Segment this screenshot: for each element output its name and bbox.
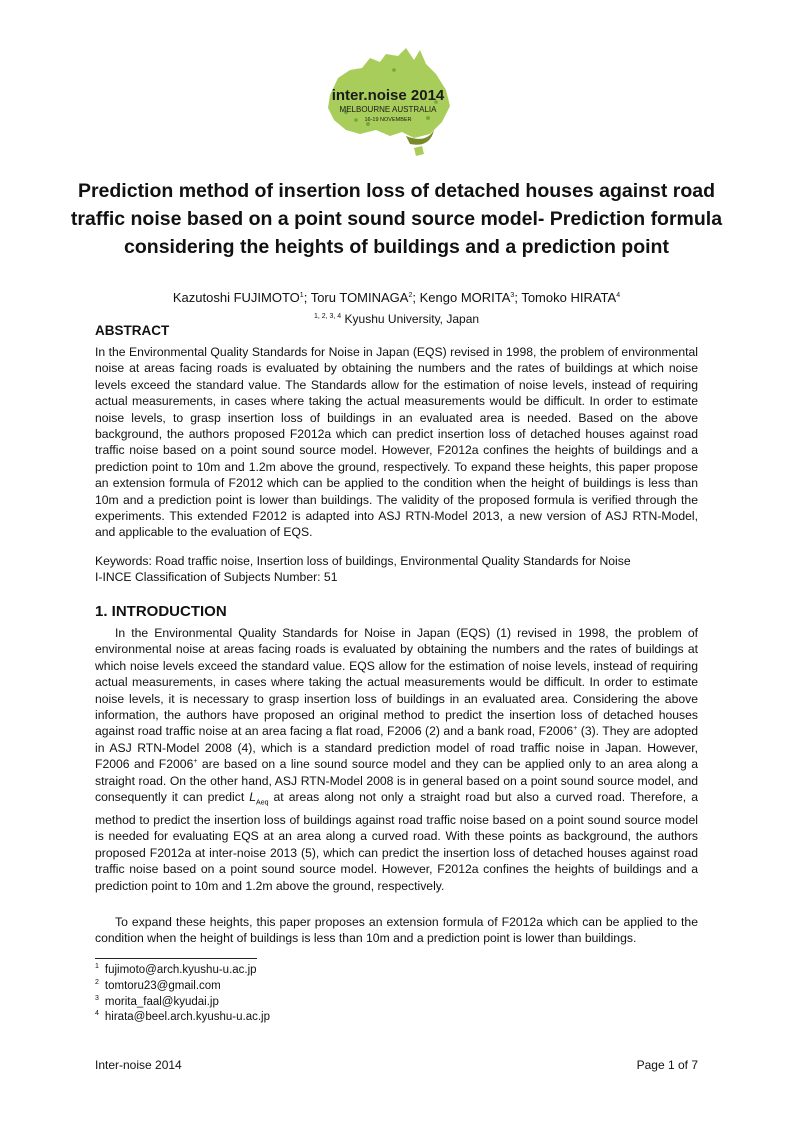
math-symbol-L: L [249,790,257,805]
intro-paragraph-2: To expand these heights, this paper proposes an extension formula of F2012a which can be applied to the condition when the height of buildings is less than 10m and a prediction point is lower than buildings. [95,915,698,946]
abstract-text: In the Environmental Quality Standards for Noise in Japan (EQS) revised in 1998, the problem of environmental noise at areas facing roads is evaluated by obtaining the numbers and the rates of buildings at which noise levels exceed the standard value. The Standards allow for the estimation of noise levels, instead of requiring actual measurements, in cases where taking the actual measurements would be difficult. In order to estimate noise levels, to grasp insertion loss of buildings in an evaluated area is needed. Based on the above background, the authors proposed F2012a which can predict insertion loss of detached houses against road traffic noise based on a point sound source model. However, F2012a confines the heights of buildings and a prediction point to 10m and 1.2m above the ground, respectively. To expand these heights, this paper propose an extension formula of F2012 which can be applied to the condition when the height of buildings is less than 10m and a prediction point is lower than buildings. The validity of the proposed formula is verified through the experiments. This extended F2012 is adapted into ASJ RTN-Model 2013, a new version of ASJ RTN-Model, and applicable to the evaluation of EQS. [95,345,698,540]
affiliation-text: Kyushu University, Japan [341,312,480,326]
footnote-number: 2 [95,978,99,986]
section-heading-introduction: 1. INTRODUCTION [95,603,227,620]
author-sup: 4 [616,292,621,299]
footnote-item [95,963,270,979]
intro-text: In the Environmental Quality Standards for Noise in Japan (EQS) (1) revised in 1998, the problem of environmental noise at areas facing roads is evaluated by obtaining the numbers and the rates of buildings at which noise levels exceed the standard value. EQS allow for the estimation of noise levels, instead of requiring actual measurements, in cases where taking the actual measurements would be difficult. In order to estimate noise levels, it is necessary to grasp insertion loss of buildings in an evaluated area. Considering the above information, the authors have proposed an original method to predict the insertion loss of detached houses against road traffic noise at an area facing a flat road, F2006 (2) and a bank road, F2006 [95,626,698,739]
footnote-email: tomtoru23@gmail.com [104,979,221,992]
footnote-number: 4 [95,1010,99,1018]
author-name: Tomoko HIRATA [521,290,617,305]
conference-logo [310,40,460,165]
plus-sup: + [193,758,198,766]
intro-paragraph-1 [95,625,698,894]
footnote-number: 3 [95,994,99,1002]
footnote-item [95,979,270,995]
keywords-line: Keywords: Road traffic noise, Insertion loss of buildings, Environmental Quality Standards for Noise [95,554,631,568]
classification-line: I-INCE Classification of Subjects Number: 51 [95,570,338,585]
author-sup: 2 [408,292,413,299]
footnote-item [95,995,270,1011]
footnote-divider [95,958,257,959]
dot-decoration [354,118,358,122]
footnotes [95,963,270,1026]
author-sep: ; [514,290,522,305]
author-sup: 1 [299,292,304,299]
logo-dates: 16-19 NOVEMBER [364,117,412,123]
author-name: Kengo MORITA [419,290,511,305]
intro-text: at areas along not only a straight road but also a curved road. Therefore, a method to predict the insertion loss of buildings against road traffic noise based on a point sound source model is needed for evaluating EQS at an area along a curved road. With these points as background, the authors proposed F2012a at inter-noise 2013 (5), which can predict the insertion loss of detached houses against road traffic noise based on a point sound source model. However, F2012a confines the heights of buildings and a prediction point to 10m and 1.2m above the ground, respectively. [95,790,698,893]
author-name: Toru TOMINAGA [310,290,409,305]
abstract-heading: ABSTRACT [95,323,170,338]
logo-location: MELBOURNE AUSTRALIA [339,105,437,114]
footnote-number: 1 [95,963,99,970]
tasmania-shape [414,146,424,156]
keywords-block [95,553,698,586]
logo-name: inter.noise 2014 [331,87,445,104]
author-sep: ; [303,290,311,305]
intro-text: (3). They are adopted in ASJ RTN-Model 2008 (4), which is a standard prediction model of road traffic noise in Japan. However, F2006 and F2006 [95,724,699,772]
author-sup: 3 [510,292,515,299]
footnote-email: fujimoto@arch.kyushu-u.ac.jp [104,964,257,976]
author-name: Kazutoshi FUJIMOTO [172,290,300,305]
plus-sup: + [573,725,578,733]
intro-text: are based on a line sound source model and they can be applied only to an area along a straight road. On the other hand, ASJ RTN-Model 2008 is in general based on a point sound source model, and consequently it can predict [95,757,698,805]
footnote-email: hirata@beel.arch.kyushu-u.ac.jp [104,1011,270,1024]
dot-decoration [392,68,396,72]
math-subscript: Aeq [256,799,269,807]
author-list [60,290,733,306]
footnote-item [95,1010,270,1026]
footnote-email: morita_faal@kyudai.jp [104,995,219,1008]
paper-title: Prediction method of insertion loss of detached houses against road traffic noise based on a point sound source model- Prediction formula considering the heights of buildings and a prediction point [70,180,723,258]
author-sep: ; [412,290,420,305]
dot-decoration [426,116,430,120]
affiliation-sup: 1, 2, 3, 4 [313,313,342,320]
footer-page-number: Page 1 of 7 [636,1058,698,1072]
footer-conference: Inter-noise 2014 [95,1058,182,1072]
